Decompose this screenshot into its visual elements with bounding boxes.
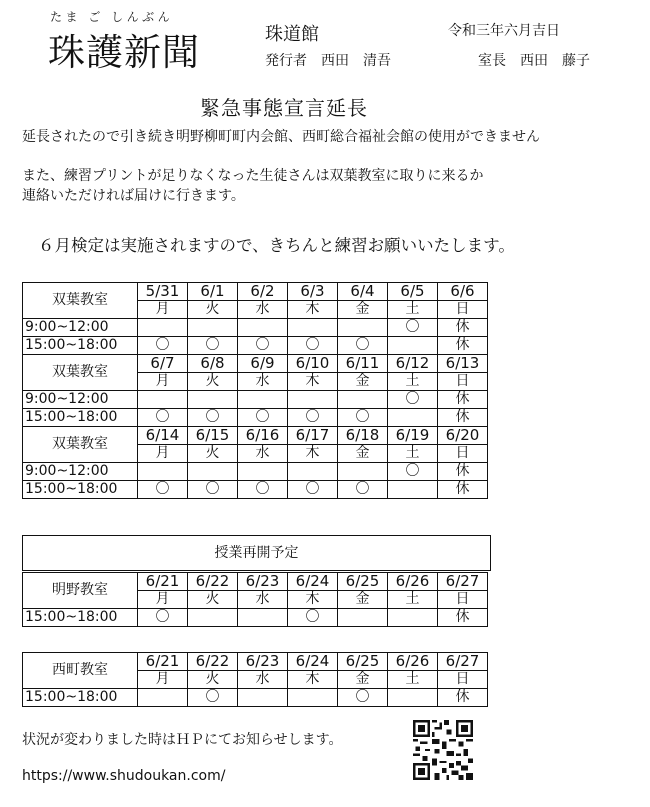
futaba-week3-slot-1-5	[388, 481, 438, 499]
futaba-week1-day-1: 火	[188, 301, 238, 319]
nishimachi-slot-0-4: 〇	[338, 689, 388, 707]
futaba-week3-slot-1-0: 〇	[138, 481, 188, 499]
futaba-week3-day-5: 土	[388, 445, 438, 463]
futaba-week2-slot-1-6: 休	[438, 409, 488, 427]
akeno-day-6: 日	[438, 591, 488, 609]
futaba-week1-day-4: 金	[338, 301, 388, 319]
futaba-week3-slot-0-2	[238, 463, 288, 481]
futaba-week3-date-2: 6/16	[238, 427, 288, 445]
futaba-week3-slot-0-1	[188, 463, 238, 481]
futaba-week2-date-0: 6/7	[138, 355, 188, 373]
akeno-day-1: 火	[188, 591, 238, 609]
nishimachi-schedule-table	[22, 652, 488, 707]
worksheet-paragraph	[22, 166, 483, 206]
status-note: 状況が変わりました時はＨＰにてお知らせします。	[22, 732, 343, 748]
newsletter-title: 珠護新聞	[48, 31, 200, 74]
futaba-schedule-table	[22, 282, 488, 499]
futaba-week3-slot-0-5: 〇	[388, 463, 438, 481]
futaba-week2-day-5: 土	[388, 373, 438, 391]
nishimachi-slot-0-1: 〇	[188, 689, 238, 707]
akeno-date-5: 6/26	[388, 573, 438, 591]
futaba-week2-date-5: 6/12	[388, 355, 438, 373]
school-name: 珠道館	[265, 24, 319, 45]
futaba-week2-date-1: 6/8	[188, 355, 238, 373]
futaba-week1-date-0: 5/31	[138, 283, 188, 301]
akeno-time-slot-0: 15:00~18:00	[23, 609, 138, 627]
futaba-week3-date-4: 6/18	[338, 427, 388, 445]
worksheet-line-2: 連絡いただければ届けに行きます。	[22, 188, 245, 204]
publisher: 発行者 西田 清吾	[265, 53, 391, 69]
futaba-week2-date-3: 6/10	[288, 355, 338, 373]
futaba-week1-date-5: 6/5	[388, 283, 438, 301]
nishimachi-slot-0-3	[288, 689, 338, 707]
nishimachi-date-2: 6/23	[238, 653, 288, 671]
futaba-week3-date-6: 6/20	[438, 427, 488, 445]
futaba-week2-slot-0-6: 休	[438, 391, 488, 409]
futaba-week1-slot-1-2: 〇	[238, 337, 288, 355]
nishimachi-date-1: 6/22	[188, 653, 238, 671]
nishimachi-day-6: 日	[438, 671, 488, 689]
futaba-week2-slot-0-2	[238, 391, 288, 409]
futaba-week1-date-6: 6/6	[438, 283, 488, 301]
futaba-week3-date-1: 6/15	[188, 427, 238, 445]
nishimachi-day-5: 土	[388, 671, 438, 689]
futaba-week1-slot-1-0: 〇	[138, 337, 188, 355]
futaba-week2-time-slot-0: 9:00~12:00	[23, 391, 138, 409]
futaba-week2-date-2: 6/9	[238, 355, 288, 373]
futaba-week1-slot-1-3: 〇	[288, 337, 338, 355]
futaba-week2-slot-1-1: 〇	[188, 409, 238, 427]
head-of-school: 室長 西田 藤子	[478, 53, 590, 69]
akeno-schedule-table	[22, 572, 488, 627]
futaba-week2-slot-0-1	[188, 391, 238, 409]
akeno-slot-0-2	[238, 609, 288, 627]
akeno-day-5: 土	[388, 591, 438, 609]
issue-date: 令和三年六月吉日	[448, 23, 560, 39]
futaba-week2-slot-0-5: 〇	[388, 391, 438, 409]
akeno-date-4: 6/25	[338, 573, 388, 591]
qr-code-icon[interactable]	[413, 720, 473, 780]
futaba-week1-day-6: 日	[438, 301, 488, 319]
futaba-week2-date-4: 6/11	[338, 355, 388, 373]
futaba-week3-day-6: 日	[438, 445, 488, 463]
futaba-week2-day-1: 火	[188, 373, 238, 391]
futaba-week2-day-2: 水	[238, 373, 288, 391]
futaba-week2-day-6: 日	[438, 373, 488, 391]
worksheet-line-1: また、練習プリントが足りなくなった生徒さんは双葉教室に取りに来るか	[22, 168, 484, 184]
futaba-week2-day-0: 月	[138, 373, 188, 391]
notice-paragraph: 延長されたので引き続き明野柳町町内会館、西町総合福祉会館の使用ができません	[22, 129, 540, 145]
futaba-week1-day-5: 土	[388, 301, 438, 319]
futaba-week3-slot-0-4	[338, 463, 388, 481]
akeno-day-0: 月	[138, 591, 188, 609]
futaba-week1-day-3: 木	[288, 301, 338, 319]
futaba-week3-slot-0-0	[138, 463, 188, 481]
akeno-date-1: 6/22	[188, 573, 238, 591]
futaba-week1-slot-1-4: 〇	[338, 337, 388, 355]
futaba-week1-slot-0-6: 休	[438, 319, 488, 337]
nishimachi-time-slot-0: 15:00~18:00	[23, 689, 138, 707]
nishimachi-day-4: 金	[338, 671, 388, 689]
akeno-slot-0-6: 休	[438, 609, 488, 627]
futaba-week1-slot-0-1	[188, 319, 238, 337]
futaba-week2-day-3: 木	[288, 373, 338, 391]
akeno-day-4: 金	[338, 591, 388, 609]
futaba-week3-day-3: 木	[288, 445, 338, 463]
futaba-week3-day-2: 水	[238, 445, 288, 463]
nishimachi-slot-0-5	[388, 689, 438, 707]
akeno-slot-0-3: 〇	[288, 609, 338, 627]
futaba-week1-date-3: 6/3	[288, 283, 338, 301]
futaba-week3-slot-1-2: 〇	[238, 481, 288, 499]
futaba-week3-day-0: 月	[138, 445, 188, 463]
akeno-date-3: 6/24	[288, 573, 338, 591]
nishimachi-date-0: 6/21	[138, 653, 188, 671]
futaba-week2-slot-1-0: 〇	[138, 409, 188, 427]
futaba-week1-slot-0-5: 〇	[388, 319, 438, 337]
futaba-week2-day-4: 金	[338, 373, 388, 391]
futaba-week1-slot-0-0	[138, 319, 188, 337]
nishimachi-date-5: 6/26	[388, 653, 438, 671]
futaba-week3-slot-0-3	[288, 463, 338, 481]
futaba-week1-day-0: 月	[138, 301, 188, 319]
akeno-date-0: 6/21	[138, 573, 188, 591]
futaba-week2-time-slot-1: 15:00~18:00	[23, 409, 138, 427]
akeno-slot-0-4	[338, 609, 388, 627]
futaba-week1-slot-1-6: 休	[438, 337, 488, 355]
akeno-date-2: 6/23	[238, 573, 288, 591]
headline: 緊急事態宣言延長	[200, 96, 368, 120]
akeno-room-label: 明野教室	[23, 573, 138, 609]
futaba-week1-time-slot-0: 9:00~12:00	[23, 319, 138, 337]
futaba-week1-day-2: 水	[238, 301, 288, 319]
futaba-week3-slot-1-3: 〇	[288, 481, 338, 499]
website-url[interactable]: https://www.shudoukan.com/	[22, 768, 226, 784]
exam-notice: ６月検定は実施されますので、きちんと練習お願いいたします。	[38, 236, 515, 255]
akeno-slot-0-1	[188, 609, 238, 627]
akeno-day-2: 水	[238, 591, 288, 609]
nishimachi-date-6: 6/27	[438, 653, 488, 671]
nishimachi-slot-0-0	[138, 689, 188, 707]
futaba-week1-room-label: 双葉教室	[23, 283, 138, 319]
nishimachi-slot-0-6: 休	[438, 689, 488, 707]
futaba-week2-slot-1-5	[388, 409, 438, 427]
futaba-week3-date-0: 6/14	[138, 427, 188, 445]
futaba-week1-slot-0-2	[238, 319, 288, 337]
nishimachi-day-3: 木	[288, 671, 338, 689]
futaba-week3-time-slot-1: 15:00~18:00	[23, 481, 138, 499]
futaba-week1-slot-1-1: 〇	[188, 337, 238, 355]
futaba-week2-slot-0-0	[138, 391, 188, 409]
futaba-week3-slot-1-6: 休	[438, 481, 488, 499]
futaba-week3-slot-0-6: 休	[438, 463, 488, 481]
akeno-day-3: 木	[288, 591, 338, 609]
resume-title: 授業再開予定	[22, 535, 491, 571]
akeno-slot-0-0: 〇	[138, 609, 188, 627]
futaba-week1-time-slot-1: 15:00~18:00	[23, 337, 138, 355]
futaba-week3-date-5: 6/19	[388, 427, 438, 445]
nishimachi-slot-0-2	[238, 689, 288, 707]
futaba-week1-slot-1-5	[388, 337, 438, 355]
futaba-week3-slot-1-4: 〇	[338, 481, 388, 499]
futaba-week3-room-label: 双葉教室	[23, 427, 138, 463]
futaba-week3-slot-1-1: 〇	[188, 481, 238, 499]
futaba-week1-date-2: 6/2	[238, 283, 288, 301]
akeno-slot-0-5	[388, 609, 438, 627]
futaba-week3-day-1: 火	[188, 445, 238, 463]
nishimachi-room-label: 西町教室	[23, 653, 138, 689]
nishimachi-day-0: 月	[138, 671, 188, 689]
nishimachi-date-3: 6/24	[288, 653, 338, 671]
futaba-week3-day-4: 金	[338, 445, 388, 463]
futaba-week2-slot-0-4	[338, 391, 388, 409]
akeno-date-6: 6/27	[438, 573, 488, 591]
nishimachi-day-1: 火	[188, 671, 238, 689]
futaba-week2-slot-1-3: 〇	[288, 409, 338, 427]
futaba-week3-time-slot-0: 9:00~12:00	[23, 463, 138, 481]
futaba-week1-slot-0-3	[288, 319, 338, 337]
futaba-week2-slot-0-3	[288, 391, 338, 409]
title-ruby: たま ご しんぶん	[50, 10, 174, 24]
futaba-week1-date-1: 6/1	[188, 283, 238, 301]
futaba-week2-slot-1-2: 〇	[238, 409, 288, 427]
nishimachi-date-4: 6/25	[338, 653, 388, 671]
futaba-week3-date-3: 6/17	[288, 427, 338, 445]
futaba-week2-room-label: 双葉教室	[23, 355, 138, 391]
futaba-week2-slot-1-4: 〇	[338, 409, 388, 427]
futaba-week1-slot-0-4	[338, 319, 388, 337]
futaba-week2-date-6: 6/13	[438, 355, 488, 373]
nishimachi-day-2: 水	[238, 671, 288, 689]
futaba-week1-date-4: 6/4	[338, 283, 388, 301]
